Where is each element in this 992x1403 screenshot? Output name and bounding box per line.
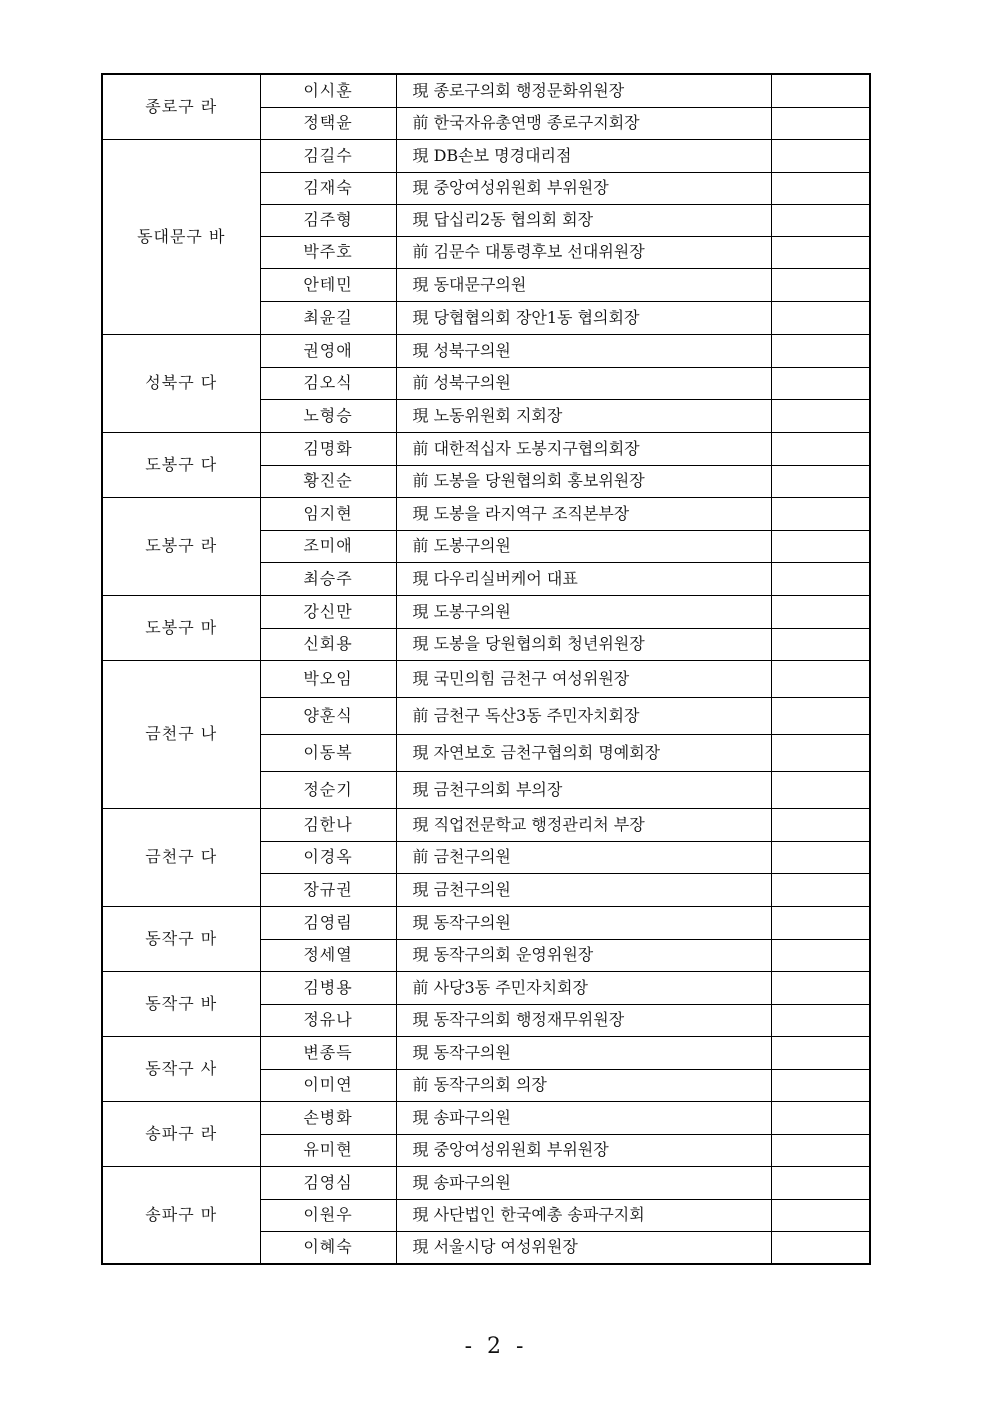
career-cell: 前 사당3동 주민자치회장 [396,971,771,1004]
table-row [102,139,870,172]
name-cell: 김명화 [260,432,396,465]
career-cell: 現 금천구의회 부의장 [396,771,771,808]
table-row [102,1036,870,1069]
empty-cell [771,1199,870,1231]
empty-cell [771,734,870,771]
name-cell: 김재숙 [260,172,396,204]
table-row [102,432,870,465]
name-cell: 이동복 [260,734,396,771]
name-cell: 김영림 [260,906,396,939]
career-cell: 現 도봉을 라지역구 조직본부장 [396,497,771,530]
district-cell: 송파구 라 [102,1101,260,1166]
career-cell: 現 중앙여성위원회 부위원장 [396,1134,771,1166]
name-cell: 안테민 [260,268,396,301]
empty-cell [771,697,870,734]
table-row [102,497,870,530]
name-cell: 김영심 [260,1166,396,1199]
empty-cell [771,334,870,367]
name-cell: 신회용 [260,628,396,660]
career-cell: 現 답십리2동 협의회 회장 [396,204,771,236]
district-cell: 금천구 나 [102,660,260,808]
empty-cell [771,1004,870,1036]
empty-cell [771,139,870,172]
district-cell: 도봉구 다 [102,432,260,497]
district-cell: 동작구 마 [102,906,260,971]
table-row [102,1166,870,1199]
name-cell: 양훈식 [260,697,396,734]
page-number: - 2 - [464,1334,528,1359]
name-cell: 권영애 [260,334,396,367]
empty-cell [771,660,870,697]
name-cell: 김주형 [260,204,396,236]
empty-cell [771,236,870,268]
empty-cell [771,1101,870,1134]
empty-cell [771,172,870,204]
empty-cell [771,1036,870,1069]
name-cell: 김길수 [260,139,396,172]
empty-cell [771,301,870,334]
candidate-table [101,73,871,1265]
district-cell: 동작구 바 [102,971,260,1036]
career-cell: 前 도봉구의원 [396,530,771,562]
career-cell: 前 금천구 독산3동 주민자치회장 [396,697,771,734]
name-cell: 변종득 [260,1036,396,1069]
career-cell: 現 도봉을 당원협의회 청년위원장 [396,628,771,660]
empty-cell [771,1069,870,1101]
career-cell: 現 종로구의회 행정문화위원장 [396,74,771,107]
career-cell: 現 직업전문학교 행정관리처 부장 [396,808,771,841]
empty-cell [771,595,870,628]
table-row [102,808,870,841]
name-cell: 황진순 [260,465,396,497]
empty-cell [771,939,870,971]
name-cell: 조미애 [260,530,396,562]
name-cell: 강신만 [260,595,396,628]
empty-cell [771,808,870,841]
table-row [102,660,870,697]
name-cell: 정유나 [260,1004,396,1036]
table-row [102,1101,870,1134]
name-cell: 이혜숙 [260,1231,396,1264]
district-cell: 도봉구 라 [102,497,260,595]
name-cell: 이시훈 [260,74,396,107]
empty-cell [771,107,870,139]
name-cell: 노형승 [260,399,396,432]
empty-cell [771,971,870,1004]
career-cell: 現 성북구의원 [396,334,771,367]
empty-cell [771,399,870,432]
district-cell: 도봉구 마 [102,595,260,660]
name-cell: 최윤길 [260,301,396,334]
table-row [102,595,870,628]
empty-cell [771,432,870,465]
career-cell: 前 동작구의회 의장 [396,1069,771,1101]
career-cell: 現 중앙여성위원회 부위원장 [396,172,771,204]
empty-cell [771,367,870,399]
career-cell: 前 대한적십자 도봉지구협의회장 [396,432,771,465]
table-row [102,74,870,107]
career-cell: 現 다우리실버케어 대표 [396,562,771,595]
district-cell: 송파구 마 [102,1166,260,1264]
name-cell: 이경옥 [260,841,396,873]
empty-cell [771,1134,870,1166]
district-cell: 성북구 다 [102,334,260,432]
name-cell: 장규권 [260,873,396,906]
empty-cell [771,74,870,107]
empty-cell [771,562,870,595]
career-cell: 現 동작구의원 [396,1036,771,1069]
career-cell: 現 사단법인 한국예총 송파구지회 [396,1199,771,1231]
name-cell: 유미현 [260,1134,396,1166]
career-cell: 現 동대문구의원 [396,268,771,301]
name-cell: 김병용 [260,971,396,1004]
career-cell: 現 도봉구의원 [396,595,771,628]
career-cell: 現 송파구의원 [396,1101,771,1134]
career-cell: 現 DB손보 명경대리점 [396,139,771,172]
table-row [102,906,870,939]
career-cell: 現 자연보호 금천구협의회 명예회장 [396,734,771,771]
name-cell: 정순기 [260,771,396,808]
name-cell: 김오식 [260,367,396,399]
table-row [102,334,870,367]
empty-cell [771,1231,870,1264]
name-cell: 이원우 [260,1199,396,1231]
district-cell: 동작구 사 [102,1036,260,1101]
district-cell: 종로구 라 [102,74,260,139]
career-cell: 現 송파구의원 [396,1166,771,1199]
name-cell: 박오임 [260,660,396,697]
career-cell: 現 국민의힘 금천구 여성위원장 [396,660,771,697]
candidate-table-body [102,74,870,1264]
empty-cell [771,628,870,660]
name-cell: 임지현 [260,497,396,530]
empty-cell [771,204,870,236]
career-cell: 前 김문수 대통령후보 선대위원장 [396,236,771,268]
career-cell: 現 서울시당 여성위원장 [396,1231,771,1264]
career-cell: 前 한국자유총연맹 종로구지회장 [396,107,771,139]
career-cell: 前 금천구의원 [396,841,771,873]
career-cell: 現 동작구의원 [396,906,771,939]
career-cell: 前 도봉을 당원협의회 홍보위원장 [396,465,771,497]
career-cell: 現 동작구의회 행정재무위원장 [396,1004,771,1036]
name-cell: 박주호 [260,236,396,268]
empty-cell [771,268,870,301]
name-cell: 정택윤 [260,107,396,139]
name-cell: 김한나 [260,808,396,841]
empty-cell [771,771,870,808]
empty-cell [771,906,870,939]
career-cell: 現 노동위원회 지회장 [396,399,771,432]
empty-cell [771,530,870,562]
empty-cell [771,873,870,906]
table-row [102,971,870,1004]
empty-cell [771,497,870,530]
empty-cell [771,465,870,497]
career-cell: 現 동작구의회 운영위원장 [396,939,771,971]
career-cell: 現 금천구의원 [396,873,771,906]
name-cell: 손병화 [260,1101,396,1134]
district-cell: 금천구 다 [102,808,260,906]
name-cell: 최승주 [260,562,396,595]
name-cell: 이미연 [260,1069,396,1101]
name-cell: 정세열 [260,939,396,971]
district-cell: 동대문구 바 [102,139,260,334]
empty-cell [771,841,870,873]
career-cell: 前 성북구의원 [396,367,771,399]
empty-cell [771,1166,870,1199]
career-cell: 現 당협협의회 장안1동 협의회장 [396,301,771,334]
